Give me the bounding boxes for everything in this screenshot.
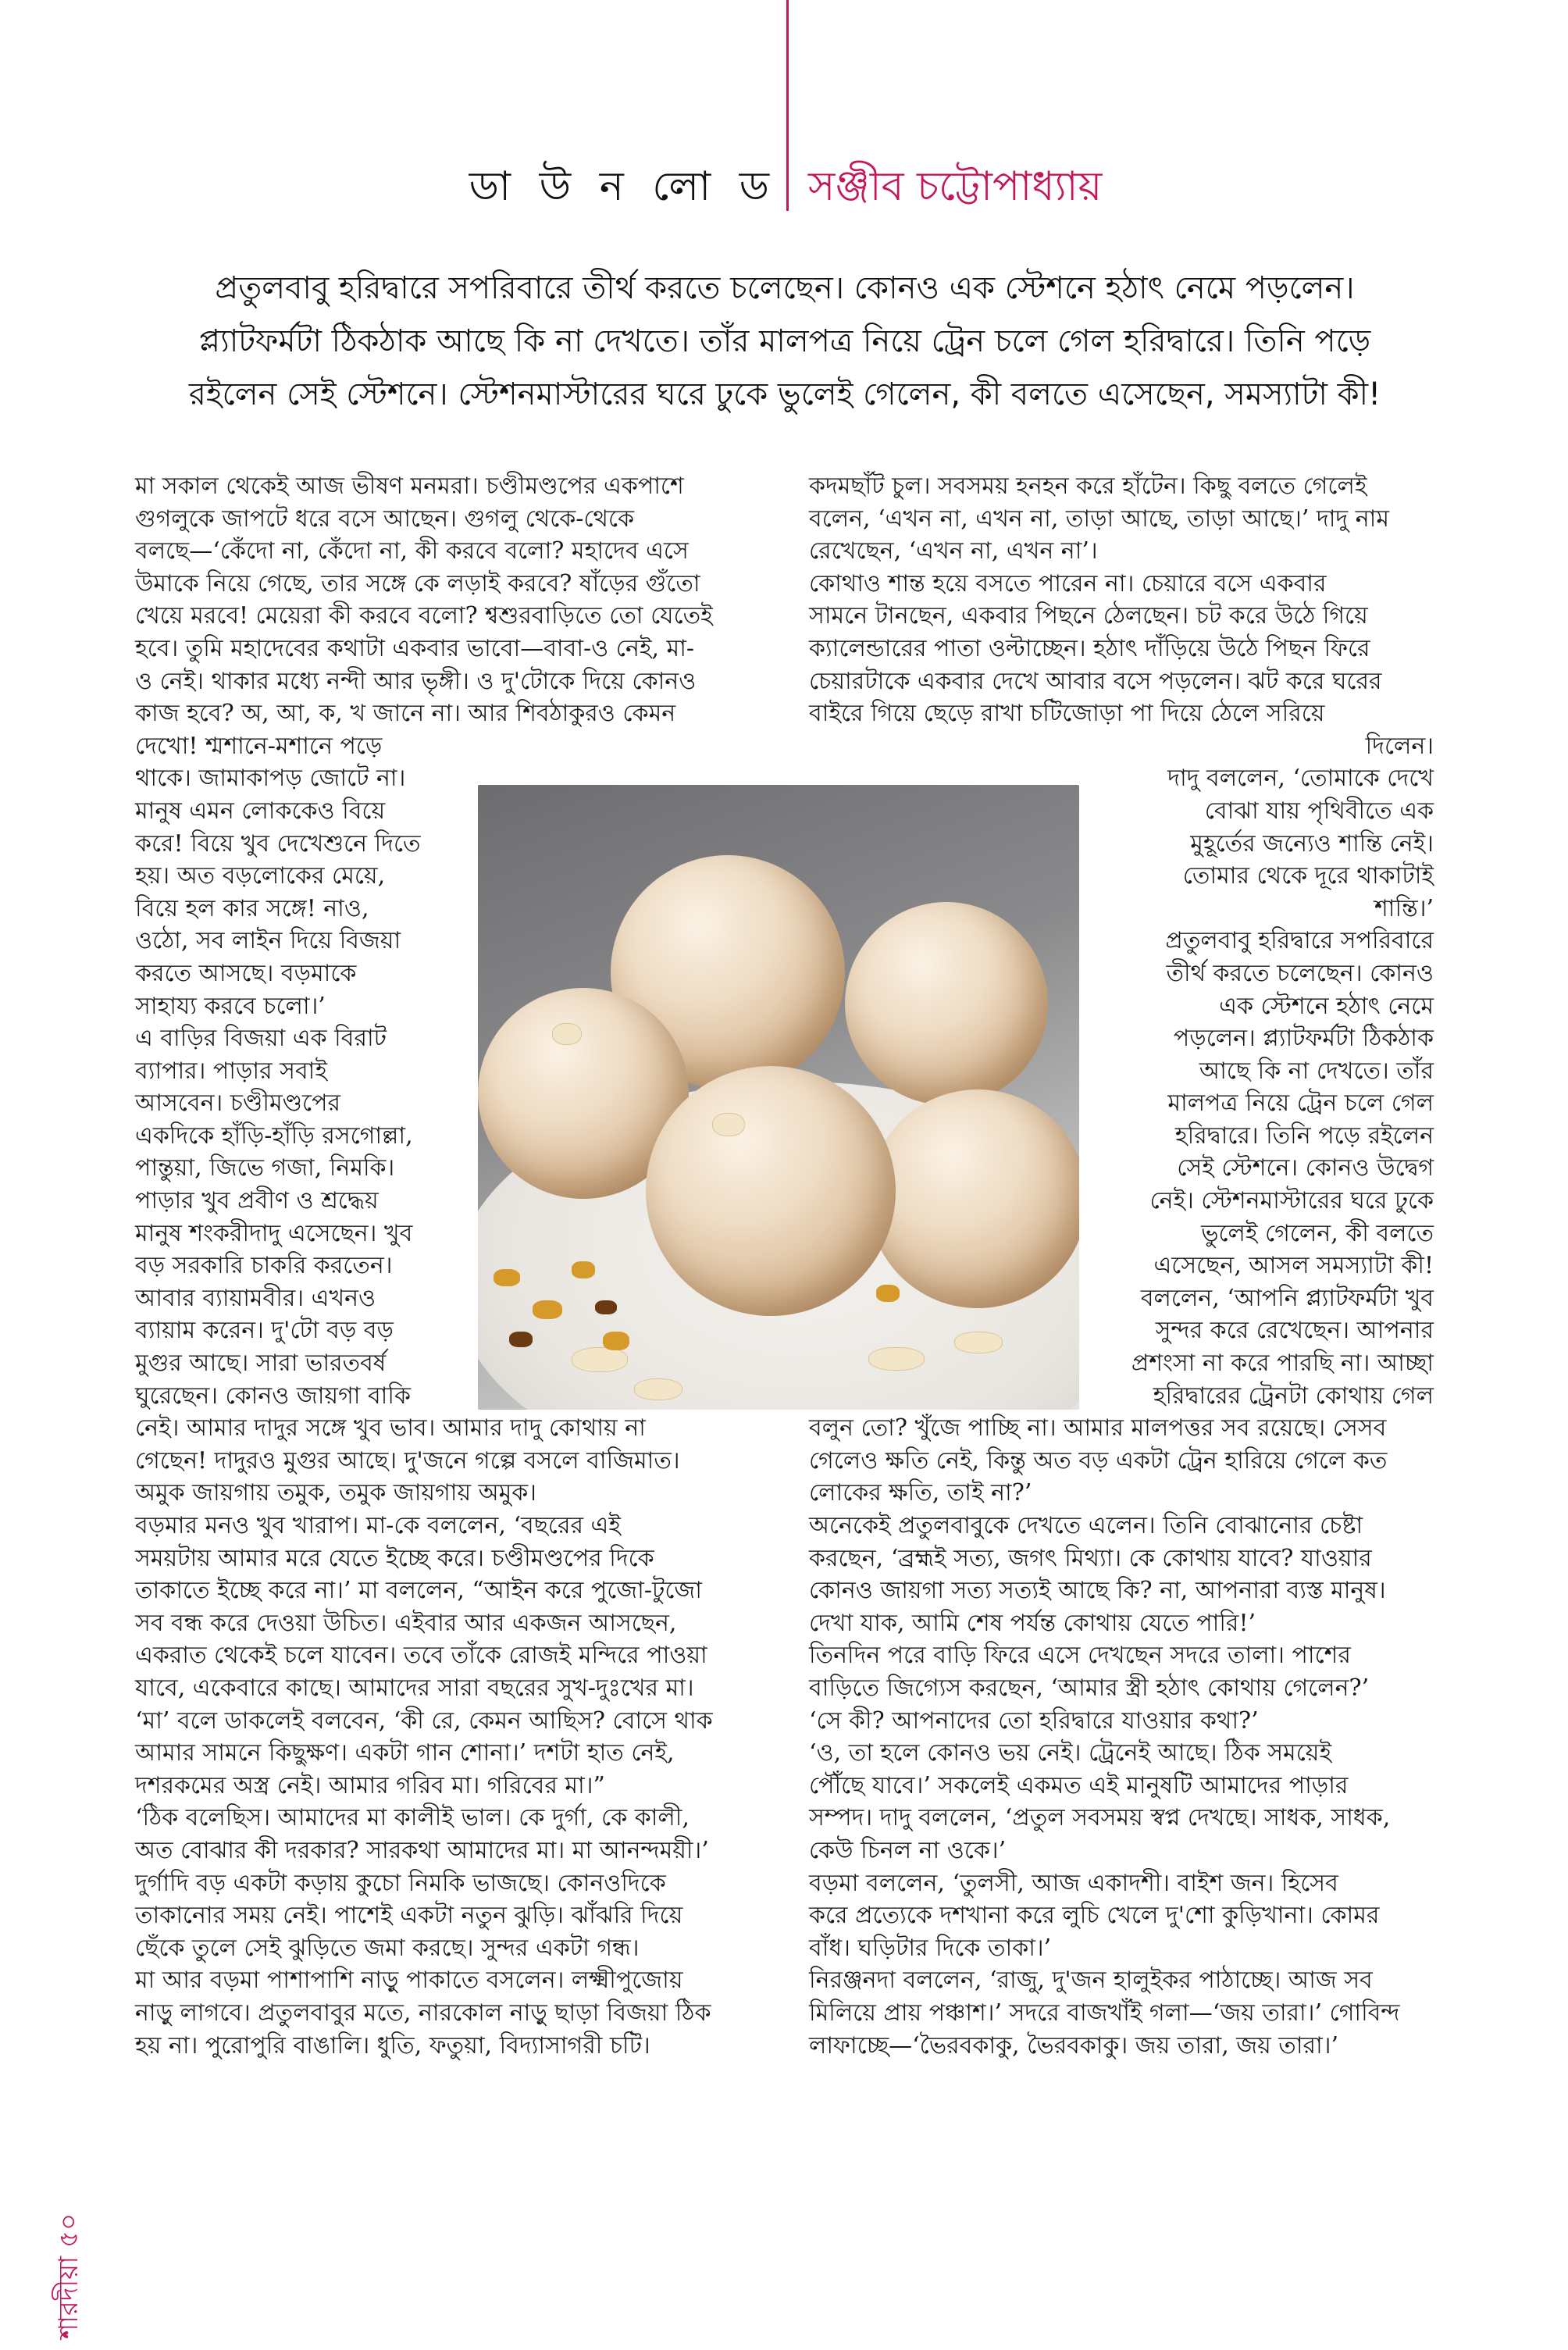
text-line: লাফাচ্ছে—‘ভৈরবকাকু, ভৈরবকাকু। জয় তারা, জয় তারা।’ bbox=[809, 2031, 1338, 2059]
text-line: পৌঁছে যাবে।’ সকলেই একমত এই মানুষটি আমাদের পাড়ার bbox=[809, 1771, 1349, 1799]
text-line: পান্তুয়া, জিভে গজা, নিমকি। bbox=[135, 1154, 395, 1182]
text-line: সম্পদ। দাদু বললেন, ‘প্রতুল সবসময় স্বপ্ন দেখছে। সাধক, সাধক, bbox=[809, 1804, 1391, 1832]
raisin bbox=[533, 1300, 562, 1319]
intro-line: রইলেন সেই স্টেশনে। স্টেশনমাস্টারের ঘরে ঢুকে ভুলেই গেলেন, কী বলতে এসেছেন, সমস্যাটা কী! bbox=[188, 376, 1381, 412]
cashew bbox=[712, 1113, 745, 1136]
text-line: হয় না। পুরোপুরি বাঙালি। ধুতি, ফতুয়া, বিদ্যাসাগরী চটি। bbox=[135, 2031, 650, 2059]
text-line: বাঁধ। ঘড়িটার দিকে তাকা।’ bbox=[809, 1934, 1052, 1962]
text-line: দাদু বললেন, ‘তোমাকে দেখে bbox=[1167, 765, 1434, 793]
text-line: তাকানোর সময় নেই। পাশেই একটা নতুন ঝুড়ি। ঝাঁঝরি দিয়ে bbox=[135, 1902, 683, 1930]
text-line: দুর্গাদি বড় একটা কড়ায় কুচো নিমকি ভাজছে। কোনওদিকে bbox=[135, 1869, 666, 1897]
text-line: পড়লেন। প্ল্যাটফর্মটা ঠিকঠাক bbox=[1173, 1025, 1434, 1053]
text-line: করে! বিয়ে খুব দেখেশুনে দিতে bbox=[135, 829, 421, 858]
text-line: এ বাড়ির বিজয়া এক বিরাট bbox=[135, 1025, 387, 1053]
text-line: ভুলেই গেলেন, কী বলতে bbox=[1201, 1219, 1434, 1247]
text-line: সেই স্টেশনে। কোনও উদ্বেগ bbox=[1177, 1154, 1434, 1182]
text-line: সামনে টানছেন, একবার পিছনে ঠেলছেন। চট করে উঠে গিয়ে bbox=[809, 602, 1368, 630]
text-line: নেই। আমার দাদুর সঙ্গে খুব ভাব। আমার দাদু কোথায় না bbox=[135, 1414, 646, 1442]
text-line: বড়মার মনও খুব খারাপ। মা-কে বললেন, ‘বছরের এই bbox=[135, 1512, 621, 1539]
header-divider bbox=[786, 0, 789, 211]
text-line: বলেন, ‘এখন না, এখন না, তাড়া আছে, তাড়া আছে।’ দাদু নাম bbox=[809, 505, 1389, 533]
text-line: সুন্দর করে রেখেছেন। আপনার bbox=[1155, 1317, 1434, 1345]
text-line: প্রতুলবাবু হরিদ্বারে সপরিবারে bbox=[1165, 927, 1434, 955]
text-line: শান্তি।’ bbox=[1374, 894, 1434, 922]
text-line: বিয়ে হল কার সঙ্গে! নাও, bbox=[135, 894, 369, 922]
cashew bbox=[552, 1023, 582, 1045]
text-line: দেখো! শ্মশানে-মশানে পড়ে bbox=[135, 732, 383, 760]
raisin bbox=[572, 1261, 595, 1278]
text-line: যাবে, একেবারে কাছে। আমাদের সারা বছরের সুখ-দুঃখের মা। bbox=[135, 1674, 694, 1702]
text-line: একদিকে হাঁড়ি-হাঁড়ি রসগোল্লা, bbox=[135, 1122, 413, 1150]
cashew bbox=[954, 1332, 1003, 1353]
author-name: সঞ্জীব চট্টোপাধ্যায় bbox=[808, 163, 1103, 210]
text-line: মুহূর্তের জন্যেও শান্তি নেই। bbox=[1190, 829, 1434, 858]
raisin bbox=[509, 1332, 533, 1347]
laddu-ball bbox=[868, 1089, 1079, 1308]
text-line: করে প্রত্যেকে দশখানা করে লুচি খেলে দু'শো কুড়িখানা। কোমর bbox=[809, 1902, 1380, 1930]
text-line: বাড়িতে জিগ্যেস করছেন, ‘আমার স্ত্রী হঠাৎ কোথায় গেলেন?’ bbox=[809, 1674, 1370, 1702]
text-line: একরাত থেকেই চলে যাবেন। তবে তাঁকে রোজই মন্দিরে পাওয়া bbox=[135, 1642, 707, 1670]
text-line: কোথাও শান্ত হয়ে বসতে পারেন না। চেয়ারে বসে একবার bbox=[809, 569, 1327, 597]
text-line: মিলিয়ে প্রায় পঞ্চাশ।’ সদরে বাজখাঁই গলা—‘জয় তারা।’ গোবিন্দ bbox=[809, 1999, 1400, 2027]
text-line: চেয়ারটাকে একবার দেখে আবার বসে পড়লেন। ঝট করে ঘরের bbox=[809, 667, 1382, 695]
text-line: পাড়ার খুব প্রবীণ ও শ্রদ্ধেয় bbox=[135, 1187, 379, 1215]
text-line: লোকের ক্ষতি, তাই না?’ bbox=[809, 1479, 1032, 1507]
text-line: দশরকমের অস্ত্র নেই। আমার গরিব মা। গরিবের মা।” bbox=[135, 1771, 605, 1799]
text-line: মুগুর আছে। সারা ভারতবর্ষ bbox=[135, 1350, 387, 1378]
laddu-ball bbox=[845, 902, 1048, 1105]
text-line: প্রশংসা না করে পারছি না। আচ্ছা bbox=[1131, 1350, 1434, 1378]
intro-line: প্রতুলবাবু হরিদ্বারে সপরিবারে তীর্থ করতে চলেছেন। কোনও এক স্টেশনে হঠাৎ নেমে পড়লেন। bbox=[215, 270, 1355, 306]
text-line: দিলেন। bbox=[1365, 732, 1434, 760]
cashew bbox=[868, 1347, 925, 1371]
text-line: তিনদিন পরে বাড়ি ফিরে এসে দেখছেন সদরে তালা। পাশের bbox=[809, 1642, 1351, 1670]
text-line: আবার ব্যায়ামবীর। এখনও bbox=[135, 1284, 376, 1312]
text-line: বলছে—‘কেঁদো না, কেঁদো না, কী করবে বলো? মহাদেব এসে bbox=[135, 537, 689, 565]
text-line: আসবেন। চণ্ডীমণ্ডপের bbox=[135, 1089, 340, 1118]
raisin bbox=[595, 1300, 617, 1314]
text-line: কদমছাঁট চুল। সবসময় হনহন করে হাঁটেন। কিছু বলতে গেলেই bbox=[809, 472, 1367, 500]
laddu-photo bbox=[478, 785, 1079, 1410]
text-line: কাজ হবে? অ, আ, ক, খ জানে না। আর শিবঠাকুরও কেমন bbox=[135, 700, 676, 728]
text-line: মানুষ এমন লোককেও বিয়ে bbox=[135, 797, 386, 825]
text-line: আমার সামনে কিছুক্ষণ। একটা গান শোনা।’ দশটা হাত নেই, bbox=[135, 1739, 675, 1767]
text-line: ‘সে কী? আপনাদের তো হরিদ্বারে যাওয়ার কথা?’ bbox=[809, 1706, 1259, 1735]
text-line: মা সকাল থেকেই আজ ভীষণ মনমরা। চণ্ডীমণ্ডপের একপাশে bbox=[135, 472, 684, 500]
text-line: বললেন, ‘আপনি প্ল্যাটফর্মটা খুব bbox=[1140, 1284, 1434, 1312]
text-line: সাহায্য করবে চলো।’ bbox=[135, 992, 326, 1020]
text-line: এসেছেন, আসল সমস্যাটা কী! bbox=[1153, 1252, 1434, 1280]
text-line: কেউ চিনল না ওকে।’ bbox=[809, 1836, 1007, 1864]
section-title: ডা উ ন লো ড bbox=[469, 163, 777, 210]
text-line: তীর্থ করতে চলেছেন। কোনও bbox=[1166, 959, 1434, 987]
text-line: বাইরে গিয়ে ছেড়ে রাখা চটিজোড়া পা দিয়ে ঠেলে সরিয়ে bbox=[809, 700, 1325, 728]
text-line: অনেকেই প্রতুলবাবুকে দেখতে এলেন। তিনি বোঝানোর চেষ্টা bbox=[809, 1512, 1363, 1539]
text-line: নিরঞ্জনদা বললেন, ‘রাজু, দু'জন হালুইকর পাঠাচ্ছে। আজ সব bbox=[809, 1967, 1373, 1995]
text-line: অত বোঝার কী দরকার? সারকথা আমাদের মা। মা আনন্দময়ী।’ bbox=[135, 1836, 709, 1864]
text-line: ক্যালেন্ডারের পাতা ওল্টাচ্ছেন। হঠাৎ দাঁড়িয়ে উঠে পিছন ফিরে bbox=[809, 634, 1370, 662]
text-line: ‘মা’ বলে ডাকলেই বলবেন, ‘কী রে, কেমন আছিস? বোসে থাক bbox=[135, 1706, 713, 1735]
text-line: ওঠো, সব লাইন দিয়ে বিজয়া bbox=[135, 927, 401, 955]
intro-paragraph bbox=[117, 262, 1452, 421]
page-number: শারদীয়া ৫০ bbox=[53, 2213, 84, 2339]
text-line: হয়। অত বড়লোকের মেয়ে, bbox=[135, 862, 386, 890]
text-line: ব্যায়াম করেন। দু'টো বড় বড় bbox=[135, 1317, 394, 1345]
text-line: তাকাতে ইচ্ছে করে না।’ মা বললেন, “আইন করে পুজো-টুজো bbox=[135, 1577, 702, 1605]
text-line: বলুন তো? খুঁজে পাচ্ছি না। আমার মালপত্তর সব রয়েছে। সেসব bbox=[809, 1414, 1387, 1442]
text-line: বড় সরকারি চাকরি করতেন। bbox=[135, 1252, 393, 1280]
text-line: নাড়ু লাগবে। প্রতুলবাবুর মতে, নারকোল নাড়ু ছাড়া বিজয়া ঠিক bbox=[135, 1999, 711, 2027]
text-line: মানুষ শংকরীদাদু এসেছেন। খুব bbox=[135, 1219, 413, 1247]
text-line: ছেঁকে তুলে সেই ঝুড়িতে জমা করছে। সুন্দর একটা গন্ধ। bbox=[135, 1934, 640, 1962]
text-line: বোঝা যায় পৃথিবীতে এক bbox=[1204, 797, 1434, 825]
raisin bbox=[876, 1285, 900, 1302]
text-line: সব বন্ধ করে দেওয়া উচিত। এইবার আর একজন আসছেন, bbox=[135, 1609, 677, 1637]
text-line: নেই। স্টেশনমাস্টারের ঘরে ঢুকে bbox=[1149, 1187, 1434, 1215]
cashew bbox=[634, 1378, 682, 1400]
text-line: রেখেছেন, ‘এখন না, এখন না’। bbox=[809, 537, 1098, 565]
text-line: কোনও জায়গা সত্য সত্যই আছে কি? না, আপনারা ব্যস্ত মানুষ। bbox=[809, 1577, 1386, 1605]
text-line: মা আর বড়মা পাশাপাশি নাড়ু পাকাতে বসলেন। লক্ষ্মীপুজোয় bbox=[135, 1967, 683, 1995]
text-line: সময়টায় আমার মরে যেতে ইচ্ছে করে। চণ্ডীমণ্ডপের দিকে bbox=[135, 1544, 654, 1572]
text-line: দেখা যাক, আমি শেষ পর্যন্ত কোথায় যেতে পারি!’ bbox=[809, 1609, 1256, 1637]
text-line: উমাকে নিয়ে গেছে, তার সঙ্গে কে লড়াই করবে? ষাঁড়ের গুঁতো bbox=[135, 569, 700, 597]
text-line: করছেন, ‘ব্রহ্মই সত্য, জগৎ মিথ্যা। কে কোথায় যাবে? যাওয়ার bbox=[809, 1544, 1372, 1572]
text-line: বড়মা বললেন, ‘তুলসী, আজ একাদশী। বাইশ জন। হিসেব bbox=[809, 1869, 1338, 1897]
text-line: ‘ঠিক বলেছিস। আমাদের মা কালীই ভাল। কে দুর্গা, কে কালী, bbox=[135, 1804, 690, 1832]
text-line: গেলেও ক্ষতি নেই, কিন্তু অত বড় একটা ট্রেন হারিয়ে গেলে কত bbox=[809, 1446, 1388, 1475]
text-line: গেছেন! দাদুরও মুগুর আছে। দু'জনে গল্পে বসলে বাজিমাত। bbox=[135, 1446, 680, 1475]
text-line: ও নেই। থাকার মধ্যে নন্দী আর ভৃঙ্গী। ও দু'টোকে দিয়ে কোনও bbox=[135, 667, 697, 695]
text-line: হরিদ্বারের ট্রেনটা কোথায় গেল bbox=[1153, 1382, 1434, 1410]
text-line: আছে কি না দেখতে। তাঁর bbox=[1199, 1057, 1434, 1085]
laddu-ball bbox=[646, 1066, 896, 1316]
text-line: অমুক জায়গায় তমুক, তমুক জায়গায় অমুক। bbox=[135, 1479, 537, 1507]
raisin bbox=[603, 1332, 629, 1350]
cashew bbox=[572, 1347, 628, 1372]
text-line: থাকে। জামাকাপড় জোটে না। bbox=[135, 765, 406, 793]
text-line: হরিদ্বারে। তিনি পড়ে রইলেন bbox=[1174, 1122, 1434, 1150]
text-line: হবে। তুমি মহাদেবের কথাটা একবার ভাবো—বাবা-ও নেই, মা- bbox=[135, 634, 695, 662]
text-line: ঘুরেছেন। কোনও জায়গা বাকি bbox=[135, 1382, 411, 1410]
text-line: এক স্টেশনে হঠাৎ নেমে bbox=[1219, 992, 1434, 1020]
text-line: ব্যাপার। পাড়ার সবাই bbox=[135, 1057, 327, 1085]
text-line: ‘ও, তা হলে কোনও ভয় নেই। ট্রেনেই আছে। ঠিক সময়েই bbox=[809, 1739, 1332, 1767]
intro-line: প্ল্যাটফর্মটা ঠিকঠাক আছে কি না দেখতে। তাঁর মালপত্র নিয়ে ট্রেন চলে গেল হরিদ্বারে। তিনি পড়ে bbox=[198, 323, 1371, 359]
raisin bbox=[494, 1269, 520, 1286]
text-line: করতে আসছে। বড়মাকে bbox=[135, 959, 357, 987]
text-line: তোমার থেকে দূরে থাকাটাই bbox=[1182, 862, 1434, 890]
text-line: গুগলুকে জাপটে ধরে বসে আছেন। গুগলু থেকে-থেকে bbox=[135, 505, 635, 533]
text-line: খেয়ে মরবে! মেয়েরা কী করবে বলো? শ্বশুরবাড়িতে তো যেতেই bbox=[135, 602, 713, 630]
text-line: মালপত্র নিয়ে ট্রেন চলে গেল bbox=[1167, 1089, 1434, 1118]
